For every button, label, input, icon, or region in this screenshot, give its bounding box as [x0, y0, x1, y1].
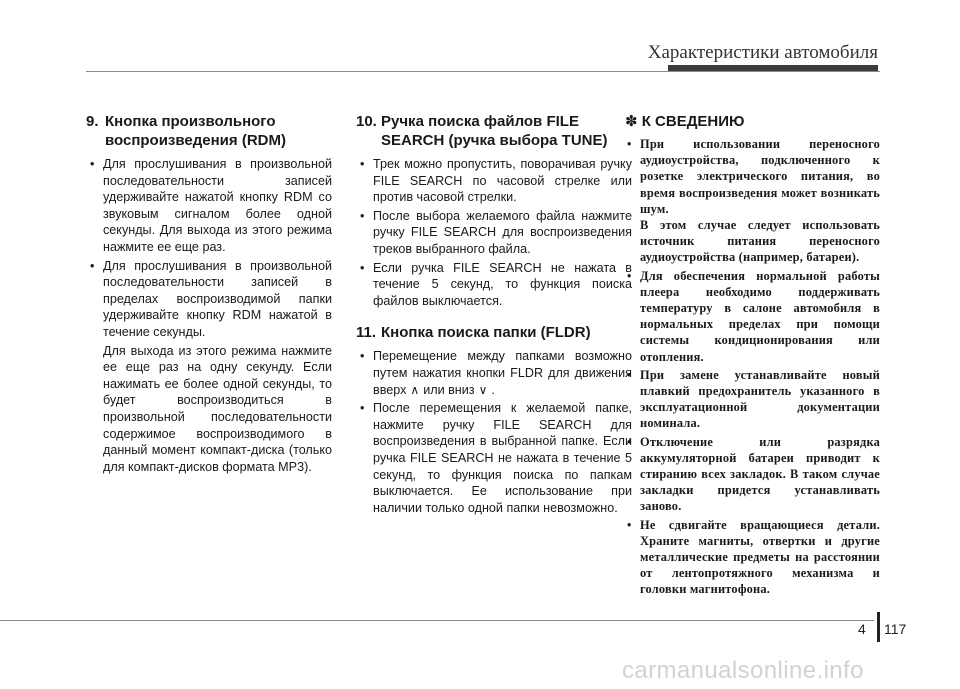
section-11-number: 11.	[356, 324, 377, 342]
note-list	[625, 136, 880, 598]
column-right-note	[625, 112, 880, 600]
column-middle	[356, 112, 632, 518]
section-11-item1-text: Перемещение между папками возможно путем нажатия кнопки FLDR для движения вверх	[373, 349, 632, 397]
list-item: • Отключение или разрядка аккумуляторной батареи приводит к стиранию всех закладок. В таком случае закладки придется устанавливать заново.	[625, 434, 880, 515]
section-11-list	[356, 348, 632, 516]
list-item	[625, 136, 880, 266]
list-item: • Не сдвигайте вращающиеся детали. Храните магниты, отвертки и другие металлические предметы на расстоянии от лентопротяжного механизма и головки магнитофона.	[625, 517, 880, 598]
list-item: • Трек можно пропустить, поворачивая ручку FILE SEARCH по часовой стрелке или против часовой стрелки.	[356, 156, 632, 206]
section-9-list	[86, 156, 332, 341]
list-item: • Для прослушивания в произвольной последовательности записей в пределах воспроизводимой папки удерживайте кнопку RDM нажатой в течение секунды.	[86, 258, 332, 341]
list-item: • После перемещения к желаемой папке, нажмите ручку FILE SEARCH для воспроизведения в выбранной папке. Если ручка FILE SEARCH не нажата в течение 5 секунд, то функция поиска по папкам выключается. Ее использование при наличии только одной папки невозможно.	[356, 400, 632, 516]
footer-rule	[0, 620, 874, 621]
note-item-1: • При использовании переносного аудиоустройства, подключенного к розетке электрического питания, во время воспроизведения может возникать шум.	[640, 137, 880, 216]
footer-divider-bar	[877, 612, 880, 642]
note-item-1-extra: В этом случае следует использовать источник питания переносного аудиоустройства (например, батареи).	[640, 218, 880, 265]
list-item: • Если ручка FILE SEARCH не нажата в течение 5 секунд, то функция поиска файлов выключается.	[356, 260, 632, 310]
note-title: ✽ К СВЕДЕНИЮ	[625, 113, 745, 130]
header-rule	[86, 71, 880, 72]
list-item: • Для обеспечения нормальной работы плеера необходимо поддерживать температуру в салоне автомобиля в нормальных пределах при помощи системы кондиционирования или отопления.	[625, 268, 880, 365]
section-9-heading: Кнопка произвольного воспроизведения (RDM)	[105, 113, 286, 149]
section-9-number: 9.	[86, 113, 99, 130]
folder-up-icon: ∧	[410, 382, 420, 397]
section-10-number: 10.	[356, 113, 377, 130]
section-9-paragraph: Для выхода из этого режима нажмите ее еще раз на одну секунду. Если нажимать ее более одной секунды, то будет воспроизводиться в произвольной последовательности содержимое воспроизводимого в данный момент компакт-диска (только для компакт-дисков формата MP3).	[103, 343, 332, 474]
section-10-list	[356, 156, 632, 309]
section-9-title	[86, 112, 332, 150]
section-10-title	[356, 112, 632, 150]
section-11-title	[356, 323, 632, 342]
running-header-title: Характеристики автомобиля	[647, 42, 878, 63]
list-item: • При замене устанавливайте новый плавкий предохранитель указанного в эксплуатационной документации номинала.	[625, 367, 880, 432]
folder-down-icon: ∨	[478, 382, 488, 397]
watermark: carmanualsonline.info	[622, 657, 864, 684]
section-10-heading: Ручка поиска файлов FILE SEARCH (ручка выбора TUNE)	[381, 113, 608, 149]
list-item	[356, 348, 632, 398]
page-number: 117	[884, 621, 907, 637]
section-11-item1-between: или вниз	[423, 382, 475, 397]
column-left	[86, 112, 332, 475]
list-item: • После выбора желаемого файла нажмите ручку FILE SEARCH для воспроизведения треков выбранного файла.	[356, 208, 632, 258]
section-11-item1-end: .	[491, 382, 495, 397]
list-item: • Для прослушивания в произвольной последовательности записей удерживайте нажатой кнопку RDM со звуковым сигналом более одной секунды. Для выхода из этого режима нажмите ее еще раз.	[86, 156, 332, 256]
chapter-number: 4	[858, 621, 866, 637]
section-11-heading: Кнопка поиска папки (FLDR)	[381, 324, 591, 342]
